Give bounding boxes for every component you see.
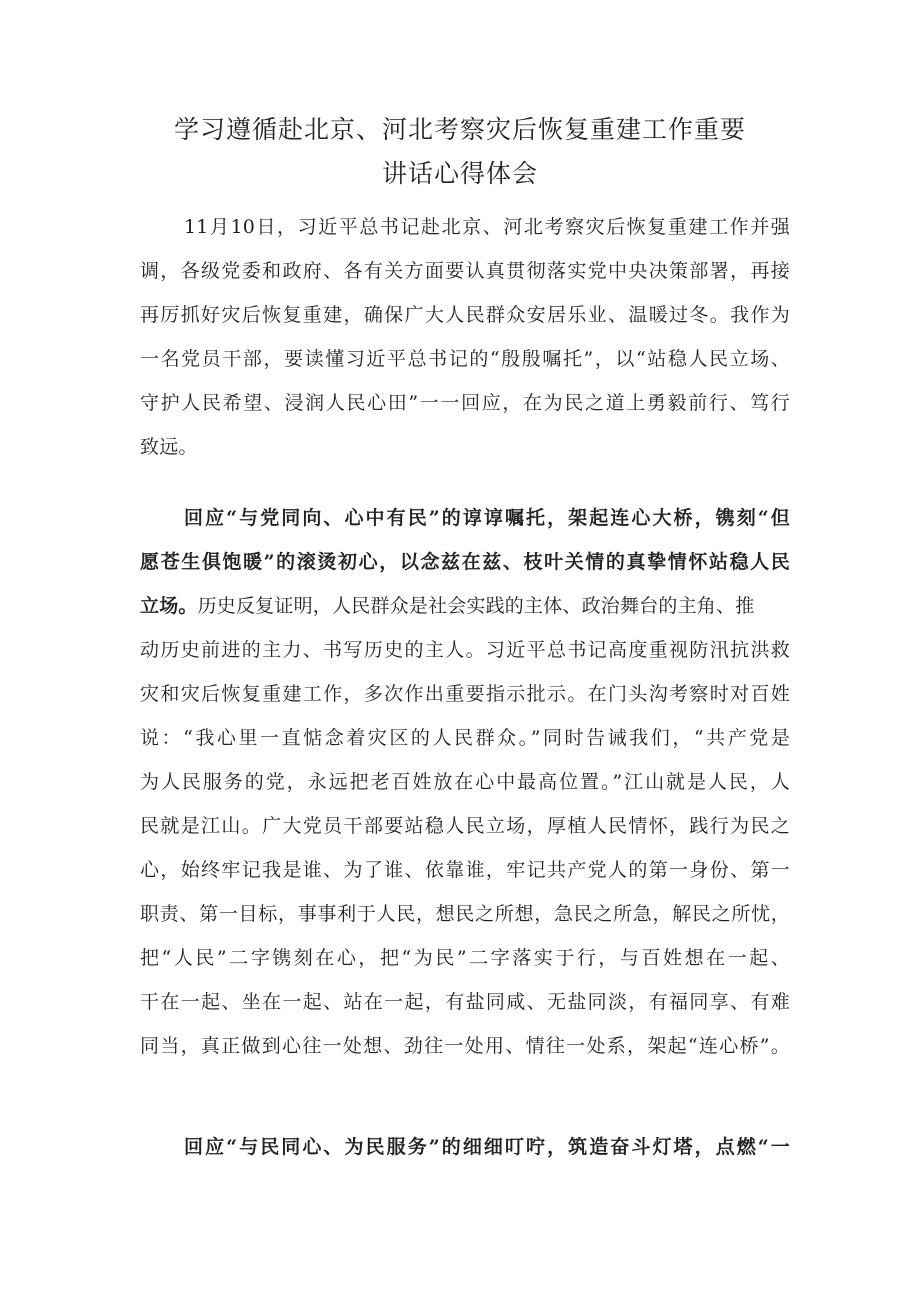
paragraph-1-line: 再厉抓好灾后恢复重建，确保广大人民群众安居乐业、温暖过冬。我作为 xyxy=(140,304,790,326)
paragraph-2-line: 干在一起、坐在一起、站在一起，有盐同咸、无盐同淡，有福同享、有难 xyxy=(140,991,790,1013)
document-title-line-2: 讲话心得体会 xyxy=(381,159,538,188)
paragraph-1-line: 致远。 xyxy=(140,436,198,458)
paragraph-2-heading-line: 回应“与党同向、心中有民”的谆谆嘱托，架起连心大桥，镌刻“但 xyxy=(184,507,790,529)
paragraph-2-line: 把“人民”二字镌刻在心，把“为民”二字落实于行，与百姓想在一起、 xyxy=(140,947,790,969)
paragraph-2-line: 灾和灾后恢复重建工作，多次作出重要指示批示。在门头沟考察时对百姓 xyxy=(140,683,790,705)
paragraph-1-line: 守护人民希望、浸润人民心田”一一回应，在为民之道上勇毅前行、笃行 xyxy=(140,392,790,414)
paragraph-2-line: 说：“我心里一直惦念着灾区的人民群众。”同时告诫我们，“共产党是 xyxy=(140,727,790,749)
paragraph-1-line: 调，各级党委和政府、各有关方面要认真贯彻落实党中央决策部署，再接 xyxy=(140,260,790,282)
paragraph-2-heading-line: 愿苍生俱饱暖”的滚烫初心，以念兹在兹、枝叶关情的真挚情怀站稳人民 xyxy=(140,551,790,573)
paragraph-2-line: 动历史前进的主力、书写历史的主人。习近平总书记高度重视防汛抗洪救 xyxy=(140,639,790,661)
paragraph-2-heading-end: 立场。 xyxy=(140,595,198,617)
paragraph-1-line: 11月10日，习近平总书记赴北京、河北考察灾后恢复重建工作并强 xyxy=(184,216,790,238)
paragraph-2-line: 同当，真正做到心往一处想、劲往一处用、情往一处系，架起“连心桥”。 xyxy=(140,1035,790,1057)
paragraph-2-line xyxy=(140,591,790,618)
paragraph-2-line: 民就是江山。广大党员干部要站稳人民立场，厚植人民情怀，践行为民之 xyxy=(140,815,790,837)
paragraph-2-line: 心，始终牢记我是谁、为了谁、依靠谁，牢记共产党人的第一身份、第一 xyxy=(140,859,790,881)
paragraph-2-body-start: 历史反复证明，人民群众是社会实践的主体、政治舞台的主角、推 xyxy=(197,595,755,617)
paragraph-2-line: 职责、第一目标，事事利于人民，想民之所想，急民之所急，解民之所忧， xyxy=(140,903,790,925)
paragraph-1-line: 一名党员干部，要读懂习近平总书记的“殷殷嘱托”，以“站稳人民立场、 xyxy=(140,348,790,370)
document-title-line-1: 学习遵循赴北京、河北考察灾后恢复重建工作重要 xyxy=(173,115,746,144)
paragraph-3-heading-line: 回应“与民同心、为民服务”的细细叮咛，筑造奋斗灯塔，点燃“一 xyxy=(184,1136,790,1158)
paragraph-2-line: 为人民服务的党，永远把老百姓放在心中最高位置。”江山就是人民，人 xyxy=(140,771,790,793)
